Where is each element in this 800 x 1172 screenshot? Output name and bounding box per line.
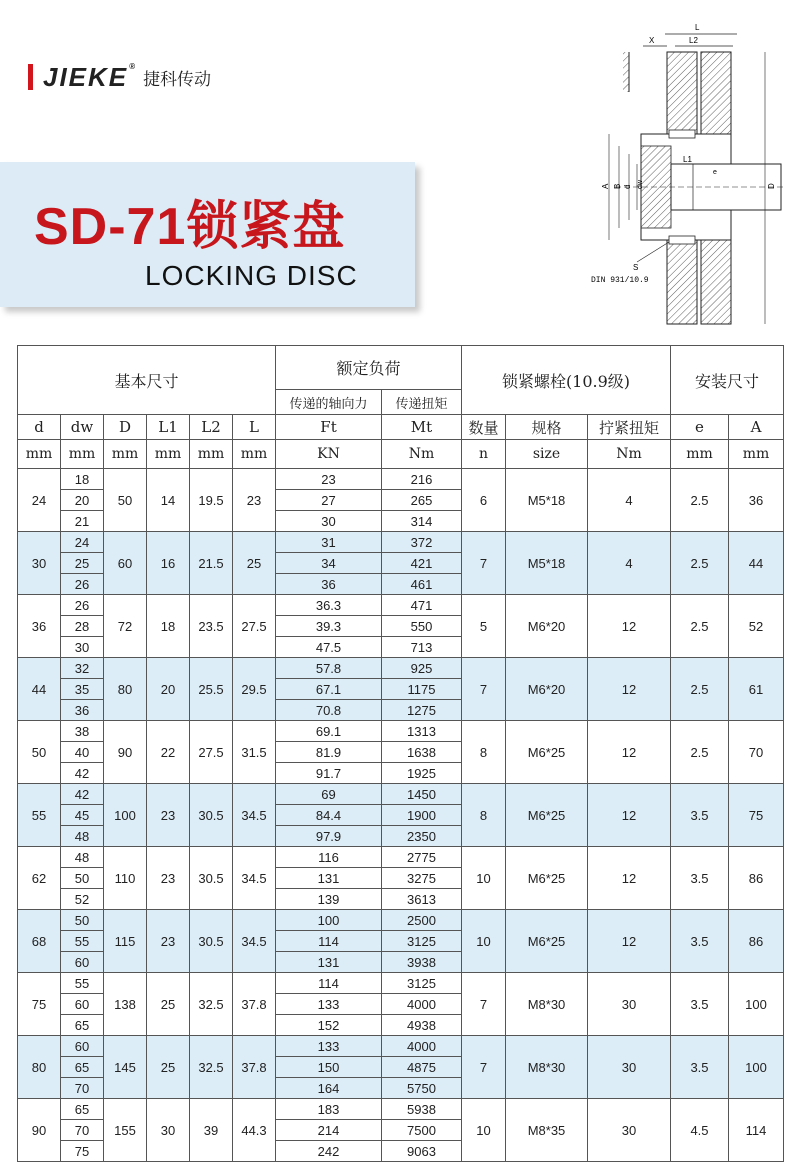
cell-dw: 55 xyxy=(61,973,104,994)
drawing-label: d xyxy=(623,184,632,189)
drawing-label: X xyxy=(649,36,655,45)
unit-cell: mm xyxy=(190,440,233,469)
unit-cell: KN xyxy=(276,440,382,469)
table-row xyxy=(18,469,784,490)
cell-bolt-size: M6*25 xyxy=(506,847,588,910)
cell-d: 44 xyxy=(18,658,61,721)
cell-Ft: 30 xyxy=(276,511,382,532)
unit-cell: Nm xyxy=(382,440,462,469)
drawing-label: B xyxy=(613,183,622,189)
drawing-label: A xyxy=(601,183,610,189)
cell-bolt-torque: 12 xyxy=(588,595,671,658)
cell-Mt: 1313 xyxy=(382,721,462,742)
col-L1: L1 xyxy=(147,415,190,440)
cell-A: 86 xyxy=(729,847,784,910)
cell-Mt: 461 xyxy=(382,574,462,595)
col-Mt: Mt xyxy=(382,415,462,440)
cell-A: 61 xyxy=(729,658,784,721)
cell-A: 100 xyxy=(729,1036,784,1099)
cell-Mt: 2500 xyxy=(382,910,462,931)
cell-dw: 26 xyxy=(61,595,104,616)
cell-A: 75 xyxy=(729,784,784,847)
cell-L1: 25 xyxy=(147,973,190,1036)
cell-bolt-size: M6*25 xyxy=(506,910,588,973)
cell-Ft: 69 xyxy=(276,784,382,805)
cell-Ft: 39.3 xyxy=(276,616,382,637)
cell-L1: 23 xyxy=(147,847,190,910)
cell-dw: 25 xyxy=(61,553,104,574)
unit-cell: mm xyxy=(104,440,147,469)
cell-e: 3.5 xyxy=(671,1036,729,1099)
cell-bolt-torque: 12 xyxy=(588,910,671,973)
col-tightening-torque: 拧紧扭矩 xyxy=(588,415,671,440)
table-row xyxy=(18,595,784,616)
cell-dw: 52 xyxy=(61,889,104,910)
cell-Mt: 471 xyxy=(382,595,462,616)
cell-L1: 22 xyxy=(147,721,190,784)
cell-Mt: 3125 xyxy=(382,973,462,994)
cell-Mt: 216 xyxy=(382,469,462,490)
cell-bolt-count: 7 xyxy=(462,973,506,1036)
cell-L1: 25 xyxy=(147,1036,190,1099)
cell-bolt-count: 10 xyxy=(462,910,506,973)
header-axial-force: 传递的轴向力 xyxy=(276,390,382,415)
cell-A: 36 xyxy=(729,469,784,532)
cell-bolt-count: 6 xyxy=(462,469,506,532)
cell-A: 100 xyxy=(729,973,784,1036)
cell-L: 34.5 xyxy=(233,847,276,910)
cell-L: 44.3 xyxy=(233,1099,276,1162)
cell-bolt-size: M6*25 xyxy=(506,784,588,847)
cell-L: 34.5 xyxy=(233,910,276,973)
cell-Ft: 84.4 xyxy=(276,805,382,826)
cell-Ft: 47.5 xyxy=(276,637,382,658)
cell-dw: 65 xyxy=(61,1015,104,1036)
table-row xyxy=(18,1036,784,1057)
cell-bolt-count: 5 xyxy=(462,595,506,658)
cell-Ft: 183 xyxy=(276,1099,382,1120)
cell-Mt: 1450 xyxy=(382,784,462,805)
cell-bolt-size: M5*18 xyxy=(506,532,588,595)
cell-dw: 21 xyxy=(61,511,104,532)
cell-dw: 38 xyxy=(61,721,104,742)
cell-L2: 30.5 xyxy=(190,847,233,910)
cell-Mt: 7500 xyxy=(382,1120,462,1141)
cell-dw: 18 xyxy=(61,469,104,490)
unit-cell: size xyxy=(506,440,588,469)
cell-Ft: 150 xyxy=(276,1057,382,1078)
table-row xyxy=(18,973,784,994)
cell-Mt: 9063 xyxy=(382,1141,462,1162)
cell-dw: 35 xyxy=(61,679,104,700)
unit-cell: mm xyxy=(61,440,104,469)
cell-L: 31.5 xyxy=(233,721,276,784)
cell-L1: 20 xyxy=(147,658,190,721)
cell-Ft: 242 xyxy=(276,1141,382,1162)
cell-L2: 19.5 xyxy=(190,469,233,532)
header-install-dimensions: 安装尺寸 xyxy=(671,346,784,415)
cell-e: 3.5 xyxy=(671,973,729,1036)
cell-Mt: 1900 xyxy=(382,805,462,826)
col-spec: 规格 xyxy=(506,415,588,440)
cell-e: 2.5 xyxy=(671,532,729,595)
cell-dw: 42 xyxy=(61,763,104,784)
col-D: D xyxy=(104,415,147,440)
cell-Ft: 133 xyxy=(276,1036,382,1057)
cell-dw: 32 xyxy=(61,658,104,679)
header-rated-load: 额定负荷 xyxy=(276,346,462,390)
cell-dw: 28 xyxy=(61,616,104,637)
cell-L2: 21.5 xyxy=(190,532,233,595)
cell-D: 50 xyxy=(104,469,147,532)
cell-d: 90 xyxy=(18,1099,61,1162)
cell-Mt: 713 xyxy=(382,637,462,658)
cell-D: 138 xyxy=(104,973,147,1036)
cell-dw: 70 xyxy=(61,1078,104,1099)
header-torque: 传递扭矩 xyxy=(382,390,462,415)
cell-A: 70 xyxy=(729,721,784,784)
brand-name: 捷科传动 xyxy=(143,69,212,90)
locking-disc-drawing xyxy=(585,14,785,334)
cell-d: 80 xyxy=(18,1036,61,1099)
cell-dw: 70 xyxy=(61,1120,104,1141)
cell-D: 145 xyxy=(104,1036,147,1099)
cell-D: 110 xyxy=(104,847,147,910)
spec-table-body xyxy=(18,469,784,1162)
cell-A: 44 xyxy=(729,532,784,595)
cell-Ft: 97.9 xyxy=(276,826,382,847)
cell-D: 60 xyxy=(104,532,147,595)
drawing-label: L1 xyxy=(683,155,692,164)
cell-Ft: 164 xyxy=(276,1078,382,1099)
cell-D: 155 xyxy=(104,1099,147,1162)
cell-Ft: 57.8 xyxy=(276,658,382,679)
cell-Ft: 70.8 xyxy=(276,700,382,721)
cell-Ft: 100 xyxy=(276,910,382,931)
cell-dw: 60 xyxy=(61,952,104,973)
cell-bolt-torque: 4 xyxy=(588,469,671,532)
cell-Mt: 925 xyxy=(382,658,462,679)
cell-L2: 32.5 xyxy=(190,1036,233,1099)
cell-D: 90 xyxy=(104,721,147,784)
cell-bolt-size: M6*20 xyxy=(506,658,588,721)
drawing-label: L xyxy=(695,23,700,32)
cell-d: 36 xyxy=(18,595,61,658)
cell-L: 23 xyxy=(233,469,276,532)
cell-Ft: 131 xyxy=(276,952,382,973)
cell-L: 34.5 xyxy=(233,784,276,847)
cell-L: 25 xyxy=(233,532,276,595)
cell-L1: 14 xyxy=(147,469,190,532)
unit-cell: mm xyxy=(729,440,784,469)
cell-e: 4.5 xyxy=(671,1099,729,1162)
cell-Ft: 31 xyxy=(276,532,382,553)
cell-d: 30 xyxy=(18,532,61,595)
cell-bolt-torque: 30 xyxy=(588,1036,671,1099)
cell-L1: 18 xyxy=(147,595,190,658)
cell-bolt-torque: 12 xyxy=(588,784,671,847)
page-title: SD-71锁紧盘 xyxy=(34,198,346,256)
cell-Ft: 91.7 xyxy=(276,763,382,784)
cell-dw: 65 xyxy=(61,1099,104,1120)
cell-bolt-count: 10 xyxy=(462,847,506,910)
cell-Ft: 114 xyxy=(276,973,382,994)
cell-D: 115 xyxy=(104,910,147,973)
cell-Ft: 133 xyxy=(276,994,382,1015)
cell-e: 3.5 xyxy=(671,784,729,847)
cell-dw: 24 xyxy=(61,532,104,553)
cell-Ft: 139 xyxy=(276,889,382,910)
cell-dw: 50 xyxy=(61,868,104,889)
cell-Ft: 69.1 xyxy=(276,721,382,742)
spec-table xyxy=(17,345,784,1162)
cell-bolt-size: M8*30 xyxy=(506,973,588,1036)
drawing-label: DIN 931/10.9 xyxy=(591,276,649,285)
cell-Mt: 2350 xyxy=(382,826,462,847)
cell-L: 37.8 xyxy=(233,1036,276,1099)
col-d: d xyxy=(18,415,61,440)
cell-d: 62 xyxy=(18,847,61,910)
cell-bolt-size: M6*20 xyxy=(506,595,588,658)
cell-bolt-size: M8*35 xyxy=(506,1099,588,1162)
table-row xyxy=(18,1099,784,1120)
cell-d: 55 xyxy=(18,784,61,847)
brand-logo xyxy=(28,62,211,92)
cell-L2: 39 xyxy=(190,1099,233,1162)
table-row xyxy=(18,532,784,553)
cell-L: 37.8 xyxy=(233,973,276,1036)
title-panel xyxy=(0,162,415,307)
cell-e: 2.5 xyxy=(671,658,729,721)
cell-L2: 32.5 xyxy=(190,973,233,1036)
cell-L: 27.5 xyxy=(233,595,276,658)
cell-Mt: 550 xyxy=(382,616,462,637)
cell-D: 100 xyxy=(104,784,147,847)
unit-cell: Nm xyxy=(588,440,671,469)
cell-e: 3.5 xyxy=(671,847,729,910)
drawing-label: L2 xyxy=(689,36,698,45)
drawing-label: D xyxy=(767,183,776,189)
cell-Mt: 265 xyxy=(382,490,462,511)
cell-Ft: 114 xyxy=(276,931,382,952)
cell-bolt-torque: 12 xyxy=(588,658,671,721)
cell-L2: 23.5 xyxy=(190,595,233,658)
logo-accent-bar xyxy=(28,64,33,90)
cell-bolt-size: M6*25 xyxy=(506,721,588,784)
cell-Ft: 23 xyxy=(276,469,382,490)
unit-cell: mm xyxy=(233,440,276,469)
page-subtitle: LOCKING DISC xyxy=(145,260,358,291)
cell-dw: 45 xyxy=(61,805,104,826)
drawing-label: e xyxy=(713,169,717,176)
cell-e: 2.5 xyxy=(671,721,729,784)
cell-Ft: 214 xyxy=(276,1120,382,1141)
cell-Mt: 1275 xyxy=(382,700,462,721)
cell-A: 114 xyxy=(729,1099,784,1162)
cell-L2: 25.5 xyxy=(190,658,233,721)
cell-d: 68 xyxy=(18,910,61,973)
cell-L2: 27.5 xyxy=(190,721,233,784)
cell-L1: 23 xyxy=(147,910,190,973)
cell-e: 2.5 xyxy=(671,595,729,658)
cell-A: 52 xyxy=(729,595,784,658)
logo-wordmark: JIEKE® xyxy=(43,61,138,92)
cell-Ft: 152 xyxy=(276,1015,382,1036)
col-L: L xyxy=(233,415,276,440)
cell-bolt-torque: 4 xyxy=(588,532,671,595)
unit-cell: mm xyxy=(147,440,190,469)
cell-Mt: 3613 xyxy=(382,889,462,910)
cell-Mt: 4875 xyxy=(382,1057,462,1078)
cell-L2: 30.5 xyxy=(190,910,233,973)
col-quantity: 数量 xyxy=(462,415,506,440)
cell-e: 2.5 xyxy=(671,469,729,532)
cell-bolt-size: M5*18 xyxy=(506,469,588,532)
cell-D: 80 xyxy=(104,658,147,721)
cell-bolt-size: M8*30 xyxy=(506,1036,588,1099)
cell-bolt-count: 8 xyxy=(462,721,506,784)
cell-D: 72 xyxy=(104,595,147,658)
cell-Mt: 5750 xyxy=(382,1078,462,1099)
col-Ft: Ft xyxy=(276,415,382,440)
cell-bolt-count: 7 xyxy=(462,1036,506,1099)
cell-Mt: 4000 xyxy=(382,994,462,1015)
cell-Ft: 67.1 xyxy=(276,679,382,700)
unit-cell: n xyxy=(462,440,506,469)
cell-dw: 75 xyxy=(61,1141,104,1162)
table-row xyxy=(18,784,784,805)
cell-Mt: 1925 xyxy=(382,763,462,784)
cell-L: 29.5 xyxy=(233,658,276,721)
cell-Mt: 3125 xyxy=(382,931,462,952)
cell-Ft: 27 xyxy=(276,490,382,511)
cell-Mt: 4938 xyxy=(382,1015,462,1036)
cell-dw: 30 xyxy=(61,637,104,658)
cell-dw: 55 xyxy=(61,931,104,952)
cell-dw: 36 xyxy=(61,700,104,721)
cell-dw: 40 xyxy=(61,742,104,763)
cell-Mt: 421 xyxy=(382,553,462,574)
cell-bolt-torque: 12 xyxy=(588,847,671,910)
cell-Ft: 36.3 xyxy=(276,595,382,616)
cell-A: 86 xyxy=(729,910,784,973)
table-row xyxy=(18,658,784,679)
unit-cell: mm xyxy=(671,440,729,469)
cell-Ft: 36 xyxy=(276,574,382,595)
cell-L1: 16 xyxy=(147,532,190,595)
cell-L1: 23 xyxy=(147,784,190,847)
cell-bolt-torque: 30 xyxy=(588,1099,671,1162)
cell-d: 50 xyxy=(18,721,61,784)
cell-Mt: 314 xyxy=(382,511,462,532)
cell-Mt: 4000 xyxy=(382,1036,462,1057)
cell-Ft: 81.9 xyxy=(276,742,382,763)
drawing-label: S xyxy=(633,263,639,272)
col-L2: L2 xyxy=(190,415,233,440)
table-row xyxy=(18,721,784,742)
cell-dw: 50 xyxy=(61,910,104,931)
cell-Mt: 372 xyxy=(382,532,462,553)
cell-Ft: 116 xyxy=(276,847,382,868)
cell-d: 75 xyxy=(18,973,61,1036)
col-dw: dw xyxy=(61,415,104,440)
cell-d: 24 xyxy=(18,469,61,532)
cell-Mt: 3938 xyxy=(382,952,462,973)
cell-dw: 65 xyxy=(61,1057,104,1078)
cell-e: 3.5 xyxy=(671,910,729,973)
cell-dw: 48 xyxy=(61,826,104,847)
header-locking-bolt: 锁紧螺栓(10.9级) xyxy=(462,346,671,415)
table-row xyxy=(18,847,784,868)
cell-bolt-count: 7 xyxy=(462,658,506,721)
cell-Mt: 2775 xyxy=(382,847,462,868)
cell-bolt-count: 10 xyxy=(462,1099,506,1162)
cell-dw: 42 xyxy=(61,784,104,805)
cell-bolt-count: 8 xyxy=(462,784,506,847)
cell-dw: 48 xyxy=(61,847,104,868)
unit-cell: mm xyxy=(18,440,61,469)
cell-L2: 30.5 xyxy=(190,784,233,847)
cell-Mt: 1175 xyxy=(382,679,462,700)
cell-bolt-count: 7 xyxy=(462,532,506,595)
cell-Mt: 1638 xyxy=(382,742,462,763)
cell-dw: 20 xyxy=(61,490,104,511)
cell-dw: 60 xyxy=(61,1036,104,1057)
cell-Ft: 34 xyxy=(276,553,382,574)
cell-Mt: 3275 xyxy=(382,868,462,889)
table-row xyxy=(18,910,784,931)
col-e: e xyxy=(671,415,729,440)
cell-Mt: 5938 xyxy=(382,1099,462,1120)
header-basic-dimensions: 基本尺寸 xyxy=(18,346,276,415)
cell-dw: 60 xyxy=(61,994,104,1015)
cell-dw: 26 xyxy=(61,574,104,595)
cell-bolt-torque: 12 xyxy=(588,721,671,784)
cell-L1: 30 xyxy=(147,1099,190,1162)
cell-bolt-torque: 30 xyxy=(588,973,671,1036)
col-A: A xyxy=(729,415,784,440)
cell-Ft: 131 xyxy=(276,868,382,889)
drawing-label: dw xyxy=(637,180,644,189)
